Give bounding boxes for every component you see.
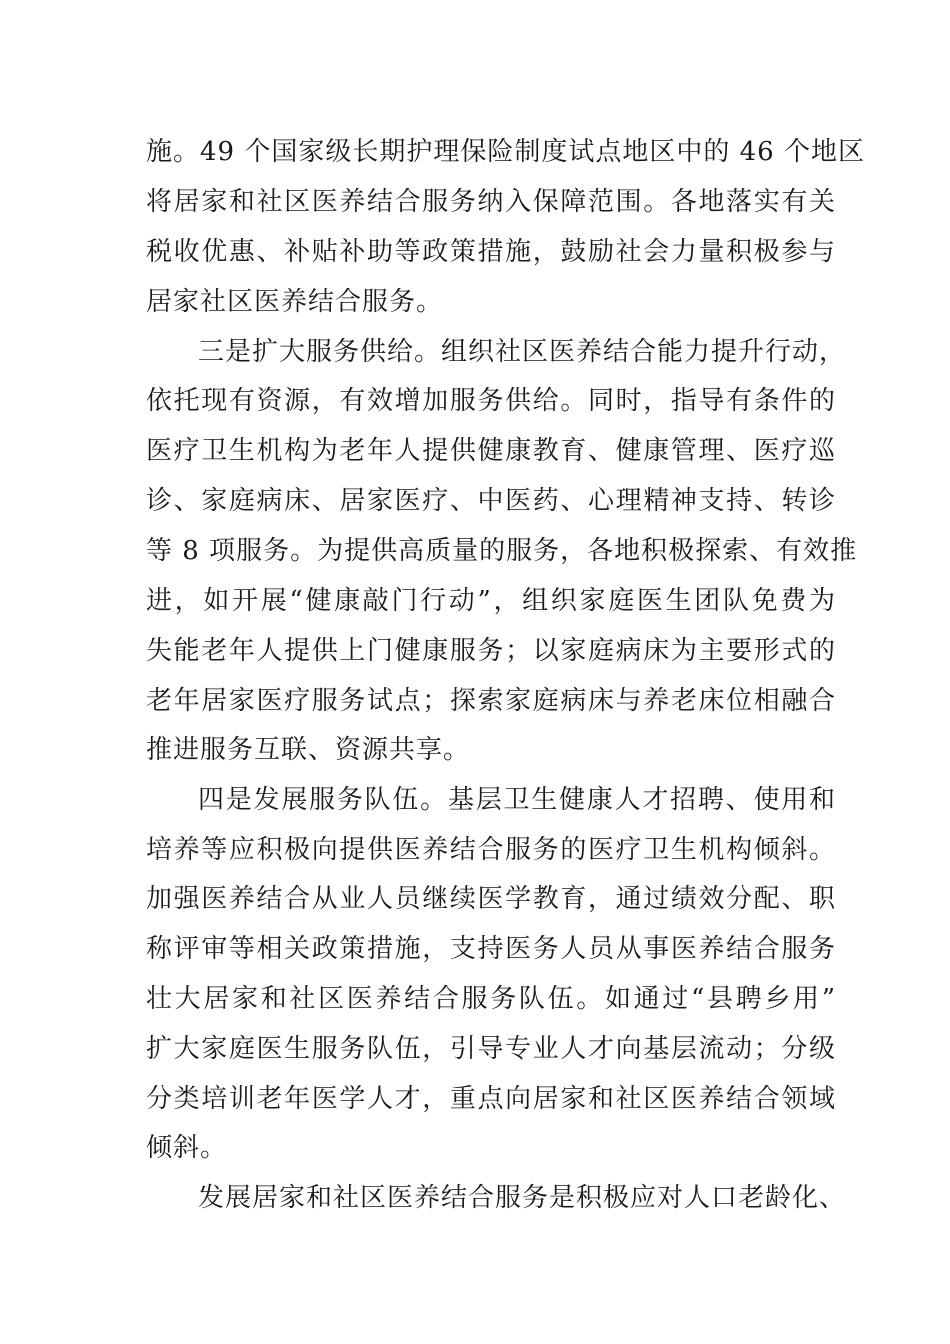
text-line: 加强医养结合从业人员继续医学教育，通过绩效分配、职 <box>146 884 836 914</box>
text-line: 将居家和社区医养结合服务纳入保障范围。各地落实有关 <box>146 187 836 217</box>
text-line: 培养等应积极向提供医养结合服务的医疗卫生机构倾斜。 <box>146 835 836 865</box>
text-line: 壮大居家和社区医养结合服务队伍。如通过“县聘乡用” <box>146 984 836 1014</box>
text-line: 税收优惠、补贴补助等政策措施，鼓励社会力量积极参与 <box>146 237 836 267</box>
text-line: 依托现有资源，有效增加服务供给。同时，指导有条件的 <box>146 386 836 416</box>
paragraph-start-line: 发展居家和社区医养结合服务是积极应对人口老龄化、 <box>198 1183 847 1213</box>
text-line: 居家社区医养结合服务。 <box>146 287 444 317</box>
paragraph-start-line: 四是发展服务队伍。基层卫生健康人才招聘、使用和 <box>198 785 836 815</box>
text-line: 等 8 项服务。为提供高质量的服务，各地积极探索、有效推 <box>146 536 858 566</box>
text-line: 进，如开展“健康敲门行动”，组织家庭医生团队免费为 <box>146 586 836 616</box>
text-line: 扩大家庭医生服务队伍，引导专业人才向基层流动；分级 <box>146 1034 836 1064</box>
text-line: 倾斜。 <box>146 1133 228 1163</box>
text-line: 称评审等相关政策措施，支持医务人员从事医养结合服务 <box>146 934 836 964</box>
text-line: 医疗卫生机构为老年人提供健康教育、健康管理、医疗巡 <box>146 436 836 466</box>
text-line: 分类培训老年医学人才，重点向居家和社区医养结合领域 <box>146 1084 836 1114</box>
text-line: 推进服务互联、资源共享。 <box>146 735 471 765</box>
text-line: 失能老年人提供上门健康服务；以家庭病床为主要形式的 <box>146 636 836 666</box>
text-line: 施。49 个国家级长期护理保险制度试点地区中的 46 个地区 <box>146 137 865 167</box>
text-line: 老年居家医疗服务试点；探索家庭病床与养老床位相融合 <box>146 686 836 716</box>
paragraph-start-line: 三是扩大服务供给。组织社区医养结合能力提升行动， <box>198 337 847 367</box>
text-line: 诊、家庭病床、居家医疗、中医药、心理精神支持、转诊 <box>146 486 836 516</box>
